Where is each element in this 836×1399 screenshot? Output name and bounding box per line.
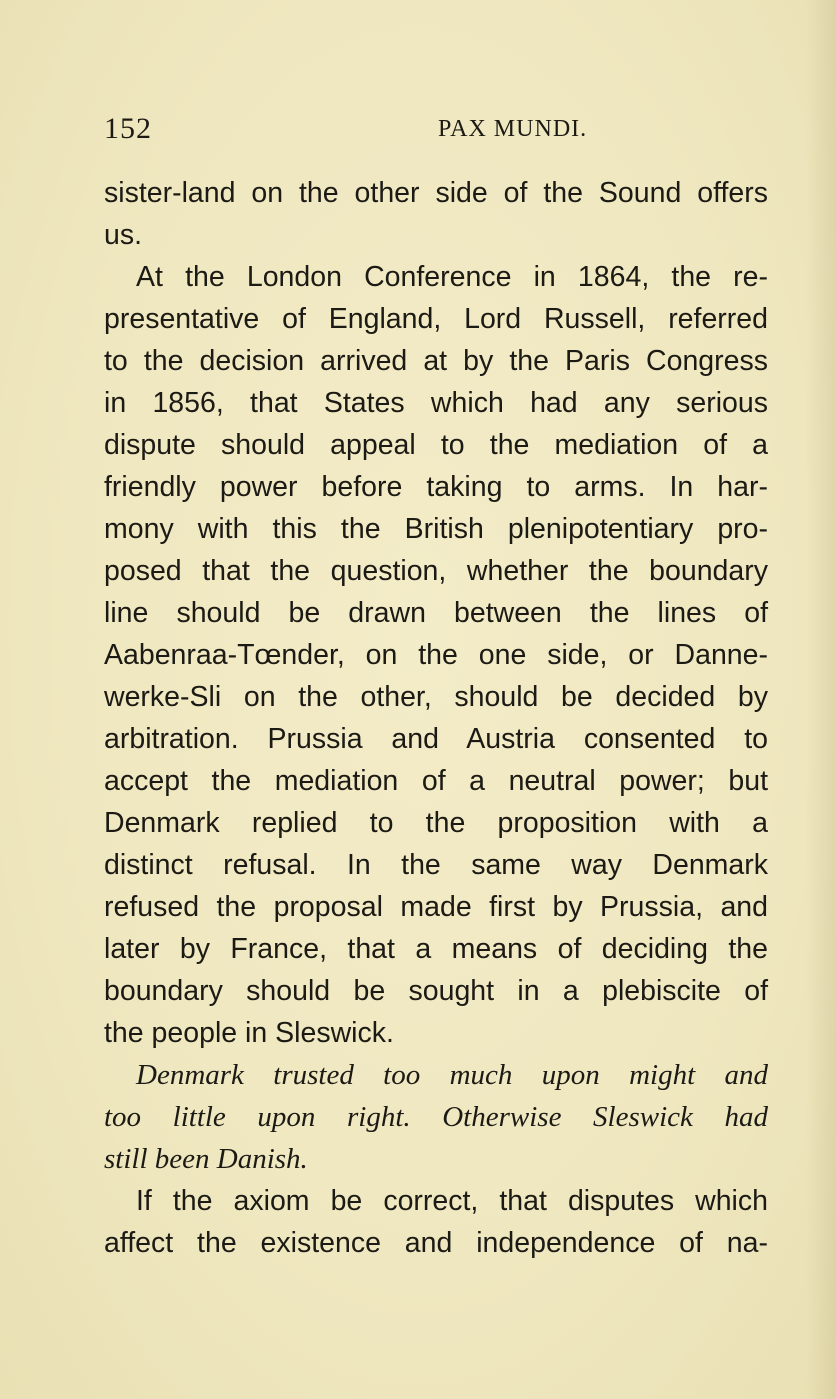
- body-text: [104, 172, 768, 1264]
- text-line: Aabenraa-Tœnder, on the one side, or Danne-: [104, 639, 768, 671]
- text-line: arbitration. Prussia and Austria consented to: [104, 723, 768, 755]
- text-line: later by France, that a means of deciding the: [104, 933, 768, 965]
- text-line: friendly power before taking to arms. In har-: [104, 471, 768, 503]
- text-line: Denmark replied to the proposition with a: [104, 807, 768, 839]
- text-line: to the decision arrived at by the Paris Congress: [104, 345, 768, 377]
- text-line: dispute should appeal to the mediation of a: [104, 429, 768, 461]
- text-line: distinct refusal. In the same way Denmark: [104, 849, 768, 881]
- text-line: in 1856, that States which had any serious: [104, 387, 768, 419]
- text-line: affect the existence and independence of na-: [104, 1227, 768, 1259]
- page-edge-shadow: [806, 0, 836, 1399]
- text-line: the people in Sleswick.: [104, 1017, 394, 1049]
- text-line: refused the proposal made first by Prussia, and: [104, 891, 768, 923]
- text-line: boundary should be sought in a plebiscite of: [104, 975, 768, 1007]
- text-line: accept the mediation of a neutral power; but: [104, 765, 768, 797]
- running-title: PAX MUNDI.: [438, 116, 588, 142]
- text-line: presentative of England, Lord Russell, referred: [104, 303, 768, 335]
- text-line: werke-Sli on the other, should be decided by: [104, 681, 768, 713]
- text-line: At the London Conference in 1864, the re-: [136, 261, 768, 293]
- text-line: us.: [104, 219, 143, 251]
- italic-text-line: too little upon right. Otherwise Sleswick had: [104, 1101, 768, 1133]
- text-line: sister-land on the other side of the Sound offers: [104, 177, 768, 209]
- page-header: [104, 112, 768, 146]
- italic-text-line: still been Danish.: [104, 1143, 308, 1175]
- page-number: 152: [104, 112, 152, 145]
- text-line: line should be drawn between the lines of: [104, 597, 768, 629]
- text-line: If the axiom be correct, that disputes which: [136, 1185, 768, 1217]
- italic-text-line: Denmark trusted too much upon might and: [136, 1059, 768, 1091]
- text-line: posed that the question, whether the boundary: [104, 555, 768, 587]
- text-line: mony with this the British plenipotentiary pro-: [104, 513, 768, 545]
